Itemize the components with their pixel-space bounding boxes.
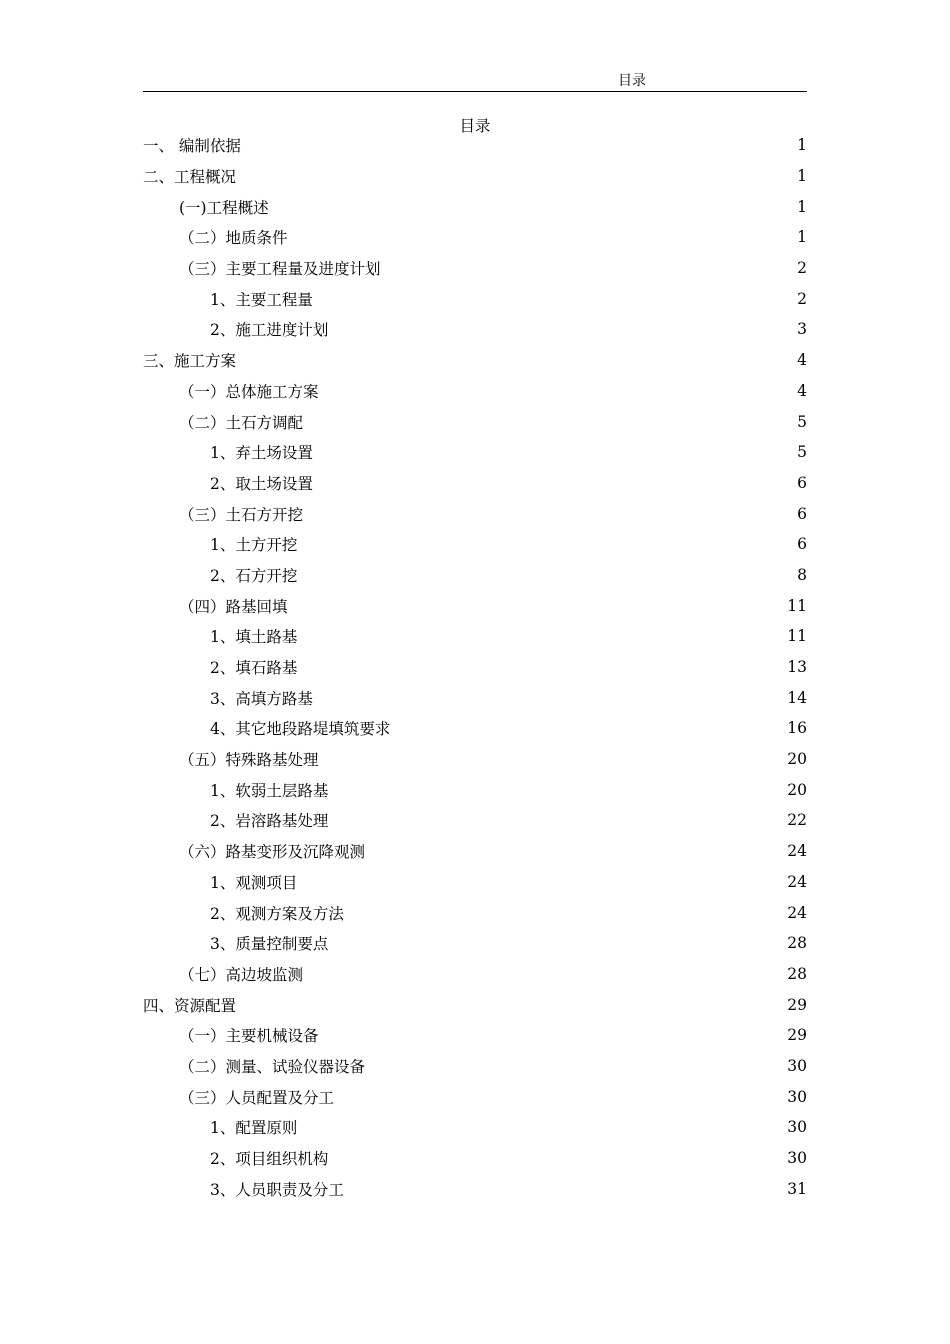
toc-entry-page-number: 31 [787,1179,807,1198]
toc-entry[interactable] [143,1051,807,1082]
toc-entry-page-number: 28 [787,934,807,953]
toc-entry[interactable] [143,314,807,345]
toc-entry-page-number: 24 [787,872,807,891]
toc-entry[interactable] [143,774,807,805]
page-header-title: 目录 [618,73,646,89]
toc-entry-page-number: 1 [797,167,807,186]
toc-entry-label: 2、石方开挖 [210,566,298,585]
toc-entry-label: （三）人员配置及分工 [179,1088,335,1107]
toc-entry-page-number: 29 [787,1026,807,1045]
toc-entry-page-number: 30 [787,1056,807,1075]
toc-entry-page-number: 22 [787,811,807,830]
toc-entry-page-number: 30 [787,1118,807,1137]
toc-entry-page-number: 29 [787,995,807,1014]
toc-entry[interactable] [143,437,807,468]
toc-entry-page-number: 3 [797,320,807,339]
toc-entry[interactable] [143,1020,807,1051]
toc-title: 目录 [459,117,491,135]
toc-entry[interactable] [143,376,807,407]
toc-entry-page-number: 13 [787,658,807,677]
toc-entry-label: （七）高边坡监测 [179,965,304,984]
toc-entry-label: （六）路基变形及沉降观测 [179,843,366,862]
toc-entry-label: 1、主要工程量 [210,290,313,309]
toc-entry-label: 1、软弱土层路基 [210,781,329,800]
toc-entry[interactable] [143,130,807,161]
table-of-contents [143,130,807,1204]
toc-entry-page-number: 1 [797,197,807,216]
toc-entry[interactable] [143,498,807,529]
toc-entry-label: 一、 编制依据 [143,137,241,156]
toc-entry-page-number: 1 [797,136,807,155]
toc-entry-label: （三）主要工程量及进度计划 [179,260,381,279]
toc-entry[interactable] [143,959,807,990]
toc-entry-label: 1、弃土场设置 [210,444,313,463]
toc-entry[interactable] [143,867,807,898]
toc-entry-page-number: 4 [797,351,807,370]
toc-entry[interactable] [143,406,807,437]
toc-entry[interactable] [143,744,807,775]
page-header [143,72,807,92]
toc-entry[interactable] [143,161,807,192]
toc-entry-label: 2、施工进度计划 [210,321,329,340]
toc-entry-page-number: 5 [797,412,807,431]
toc-entry-label: 4、其它地段路堤填筑要求 [210,720,391,739]
toc-entry[interactable] [143,253,807,284]
toc-entry-page-number: 6 [797,535,807,554]
toc-entry-page-number: 1 [797,228,807,247]
toc-entry[interactable] [143,529,807,560]
toc-entry-label: （四）路基回填 [179,597,288,616]
toc-entry-page-number: 2 [797,289,807,308]
toc-entry[interactable] [143,1143,807,1174]
toc-entry-page-number: 6 [797,473,807,492]
toc-entry-label: 2、取土场设置 [210,474,313,493]
toc-entry-page-number: 20 [787,750,807,769]
toc-entry[interactable] [143,713,807,744]
toc-entry-label: （一）主要机械设备 [179,1027,319,1046]
toc-entry-page-number: 11 [787,596,807,615]
toc-entry[interactable] [143,191,807,222]
toc-entry-label: 四、资源配置 [143,996,237,1015]
toc-entry[interactable] [143,1173,807,1204]
toc-entry[interactable] [143,652,807,683]
toc-entry-label: 2、项目组织机构 [210,1150,329,1169]
toc-entry-label: （一）总体施工方案 [179,382,319,401]
toc-entry[interactable] [143,590,807,621]
toc-entry[interactable] [143,836,807,867]
toc-entry-page-number: 24 [787,903,807,922]
toc-entry-label: 三、施工方案 [143,352,237,371]
toc-entry-label: 1、土方开挖 [210,536,298,555]
toc-entry-label: （二）测量、试验仪器设备 [179,1057,366,1076]
toc-entry-page-number: 8 [797,565,807,584]
toc-entry[interactable] [143,989,807,1020]
toc-entry-page-number: 5 [797,443,807,462]
toc-entry-page-number: 28 [787,964,807,983]
toc-entry[interactable] [143,222,807,253]
toc-entry-page-number: 24 [787,842,807,861]
toc-entry[interactable] [143,283,807,314]
toc-entry-page-number: 16 [787,719,807,738]
toc-entry-page-number: 20 [787,780,807,799]
toc-entry-label: 2、岩溶路基处理 [210,812,329,831]
toc-entry-page-number: 14 [787,688,807,707]
toc-entry-page-number: 4 [797,381,807,400]
toc-entry[interactable] [143,560,807,591]
toc-entry[interactable] [143,468,807,499]
toc-entry-label: 1、填土路基 [210,628,298,647]
toc-entry-label: 3、人员职责及分工 [210,1180,344,1199]
toc-entry-label: （五）特殊路基处理 [179,751,319,770]
toc-entry[interactable] [143,345,807,376]
toc-entry[interactable] [143,682,807,713]
toc-entry-label: （二）土石方调配 [179,413,304,432]
toc-entry-label: （二）地质条件 [179,229,288,248]
toc-entry-label: 2、观测方案及方法 [210,904,344,923]
toc-entry[interactable] [143,621,807,652]
toc-entry-page-number: 30 [787,1087,807,1106]
toc-entry-page-number: 11 [787,627,807,646]
toc-entry-label: 1、配置原则 [210,1119,298,1138]
toc-entry-page-number: 2 [797,259,807,278]
toc-entry-label: （三）土石方开挖 [179,505,304,524]
toc-entry-label: 3、高填方路基 [210,689,313,708]
toc-entry[interactable] [143,1112,807,1143]
toc-entry-label: 二、工程概况 [143,168,237,187]
toc-entry[interactable] [143,805,807,836]
toc-entry-label: 2、填石路基 [210,659,298,678]
toc-entry-page-number: 6 [797,504,807,523]
toc-entry-page-number: 30 [787,1149,807,1168]
toc-entry[interactable] [143,1081,807,1112]
toc-entry-label: (一)工程概述 [179,198,269,217]
toc-entry-label: 3、质量控制要点 [210,935,329,954]
toc-entry-label: 1、观测项目 [210,873,298,892]
toc-entry[interactable] [143,928,807,959]
toc-entry[interactable] [143,897,807,928]
